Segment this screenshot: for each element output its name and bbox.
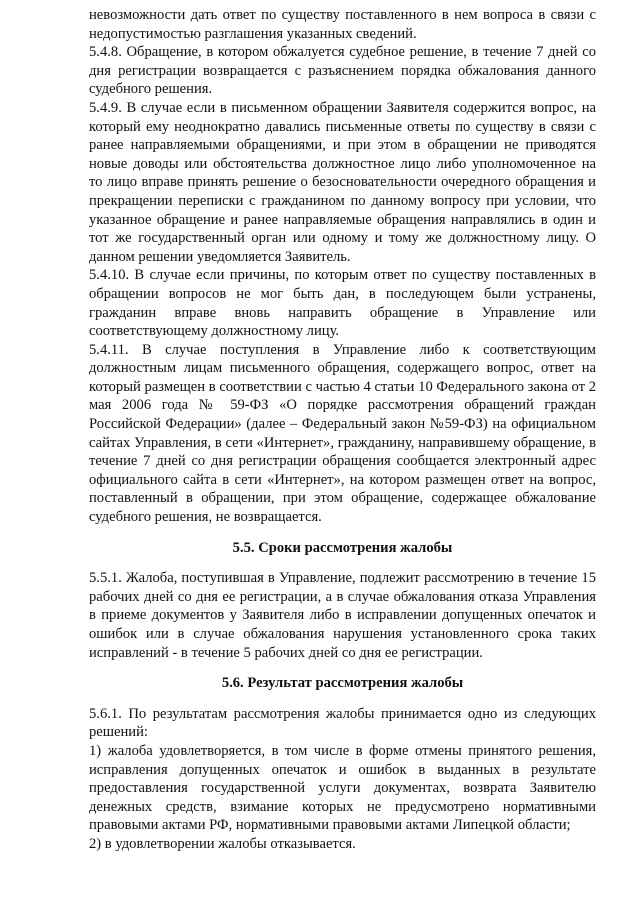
section-heading-5-5: 5.5. Сроки рассмотрения жалобы bbox=[232, 539, 453, 556]
list-item-2: 2) в удовлетворении жалобы отказывается. bbox=[89, 835, 356, 852]
paragraph-5-4-9: 5.4.9. В случае если в письменном обращении Заявителя содержится вопрос, на который ему неоднократно давались письменные ответы по существу в связи с ранее направляемыми обращениями, и при этом в обращении не приводятся новые доводы или обстоятельства должностное лицо либо уполномоченное на то лицо вправе принять решение о безосновательности очередного обращения и прекращении переписки с гражданином по данному вопросу при условии, что указанное обращение и ранее направляемые обращения направлялись в один и тот же государственный орган или одному и тому же должностному лицу. О данном решении уведомляется Заявитель. bbox=[89, 99, 596, 265]
paragraph-5-4-10: 5.4.10. В случае если причины, по которым ответ по существу поставленных в обращении вопросов не мог быть дан, в последующем были устранены, гражданин вправе вновь направить обращение в Управление или соответствующему должностному лицу. bbox=[89, 267, 596, 340]
paragraph-5-6-1: 5.6.1. По результатам рассмотрения жалобы принимается одно из следующих решений: bbox=[89, 705, 596, 741]
paragraph-5-4-11: 5.4.11. В случае поступления в Управление либо к соответствующим должностным лицам письменного обращения, содержащего вопрос, ответ на который размещен в соответствии с частью 4 статьи 10 Федерального закона от 2 мая 2006 года № 59-ФЗ «О порядке рассмотрения обращений граждан Российской Федерации» (далее – Федеральный закон №59-ФЗ) на официальном сайтах Управления, в сети «Интернет», гражданину, направившему обращение, в течение 7 дней со дня регистрации обращения сообщается электронный адрес официального сайта в сети «Интернет», на котором размещен ответ на вопрос, поставленный в обращении, при этом обращение, содержащее обжалование судебного решения, не возвращается. bbox=[89, 341, 596, 526]
paragraph-5-4-8: 5.4.8. Обращение, в котором обжалуется судебное решение, в течение 7 дней со дня регистрации возвращается с разъяснением порядка обжалования данного судебного решения. bbox=[89, 44, 596, 98]
paragraph-intro: невозможности дать ответ по существу поставленного в нем вопроса в связи с недопустимостью разглашения указанных сведений. bbox=[89, 7, 596, 42]
paragraph-5-5-1: 5.5.1. Жалоба, поступившая в Управление, подлежит рассмотрению в течение 15 рабочих дней со дня ее регистрации, а в случае обжалования отказа Управления в приеме документов у Заявителя либо в исправлении допущенных опечаток и ошибок или в случае обжалования нарушения установленного срока таких исправлений - в течение 5 рабочих дней со дня ее регистрации. bbox=[89, 570, 596, 661]
document-page bbox=[89, 6, 596, 854]
list-item-1: 1) жалоба удовлетворяется, в том числе в форме отмены принятого решения, исправления допущенных опечаток и ошибок в выданных в результате предоставления государственной услуги документах, возврата Заявителю денежных средств, взимание которых не предусмотрено нормативными правовыми актами РФ, нормативными правовыми актами Липецкой области; bbox=[89, 742, 596, 834]
section-heading-5-6: 5.6. Результат рассмотрения жалобы bbox=[221, 675, 464, 692]
